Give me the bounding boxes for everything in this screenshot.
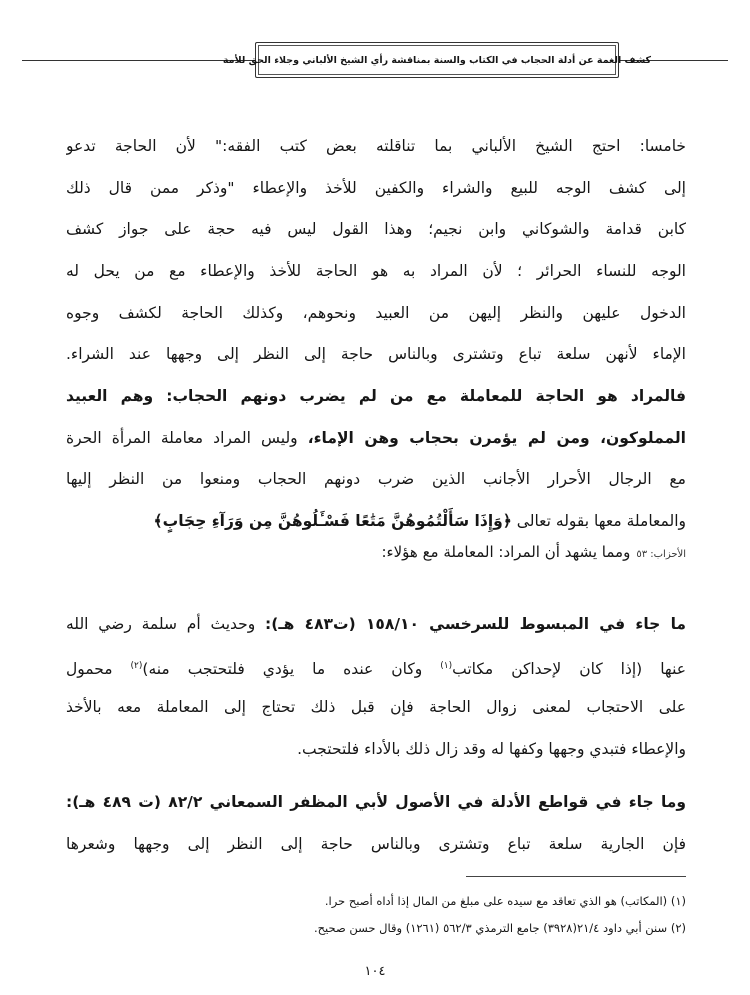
plain-phrase: عنها (إذا كان لإحداكن مكاتب: [452, 659, 686, 678]
quran-verse: ﴿وَإِذَا سَأَلْتُمُوهُنَّ مَتَٰعًا فَسْـَٔلُوهُنَّ مِن وَرَآءِ حِجَابٍ﴾: [153, 512, 512, 531]
text-line: كابن قدامة والشوكاني وابن نجيم؛ وهذا القول ليس فيه حجة على جواز كشف: [66, 220, 686, 239]
text-line: مع الرجال الأحرار الأجانب الذين ضرب دونهم الحجاب ومنعوا من النظر إليها: [66, 470, 686, 489]
bold-line: فالمراد هو الحاجة للمعاملة مع من لم يضرب دونهم الحجاب: وهم العبيد: [66, 387, 686, 405]
bold-phrase: المملوكون، ومن لم يؤمرن بحجاب وهن الإماء،: [307, 428, 686, 447]
footnote-2: (٢) سنن أبي داود ٢١/٤(٣٩٢٨) جامع الترمذي ٥٦٢/٣ (١٢٦١) وقال حسن صحيح.: [313, 921, 686, 935]
plain-phrase: وحديث أم سلمة رضي الله: [66, 615, 266, 633]
mixed-line: [66, 418, 686, 460]
plain-phrase: وليس المراد معاملة المرأة الحرة: [66, 428, 308, 447]
header-title-box: [222, 42, 652, 78]
text-line: خامسا: احتج الشيخ الألباني بما تناقلته بعض كتب الفقه:" لأن الحاجة تدعو: [66, 137, 686, 155]
paragraph-1: [66, 126, 686, 376]
heading-line: [66, 604, 686, 646]
verse-intro: والمعاملة معها بقوله تعالى: [516, 512, 686, 531]
verse-line: [66, 501, 686, 543]
text-line: على الاحتجاب لمعنى زوال الحاجة فإن قبل ذلك تحتاج إلى المعاملة معه بالأخذ: [66, 698, 686, 717]
text-line: الدخول عليهن والنظر إليهن من العبيد ونحوهم، وكذلك الحاجة لكشف وجوه: [66, 303, 686, 322]
text-line: إلى كشف الوجه للبيع والشراء والكفين للأخذ والإعطاء "وذكر ممن قال ذلك: [66, 178, 686, 197]
footnote-ref-1[interactable]: (١): [440, 660, 453, 671]
footnote-1: (١) (المكاتب) هو الذي تعاقد مع سيده على مبلغ من المال إذا أداه أصبح حرا.: [324, 894, 686, 908]
source-heading: وما جاء في قواطع الأدلة في الأصول لأبي المظفر السمعاني ٨٢/٢ (ت ٤٨٩ هـ):: [66, 793, 686, 811]
source-heading: ما جاء في المبسوط للسرخسي ١٥٨/١٠ (ت٤٨٣ هـ):: [265, 615, 686, 633]
citation-text: ومما يشهد أن المراد: المعاملة مع هؤلاء:: [381, 542, 631, 561]
footnoted-line: [66, 646, 686, 688]
text-line: والإعطاء فتبدي وجهها وكفها له وقد زال ذلك بالأداء فلتحتجب.: [297, 740, 686, 759]
paragraph-4: [66, 782, 686, 865]
paragraph-3: [66, 604, 686, 771]
text-line: الإماء لأنهن سلعة تباع وتشترى وبالناس حاجة إلى النظر إلى وجهها عند الشراء.: [66, 345, 686, 364]
footnotes: [140, 888, 686, 942]
text-line: الوجه للنساء الحرائر ؛ لأن المراد به هو الحاجة للأخذ والإعطاء مع من يحل له: [66, 262, 686, 281]
page-number: ١٠٤: [364, 964, 386, 979]
footnote-ref-2[interactable]: (٢): [130, 660, 143, 671]
surah-reference: الأحزاب: ٥٣: [636, 548, 686, 560]
footnote-separator: [466, 876, 686, 877]
paragraph-2: [66, 376, 686, 561]
running-header: [0, 32, 750, 88]
citation-line: [66, 543, 686, 561]
header-title: كشف الغمة عن أدلة الحجاب في الكتاب والسنة بمناقشة رأي الشيخ الألباني وجلاء الحق للأمة: [222, 54, 652, 66]
plain-phrase: وكان عنده ما يؤدي فلتحتجب منه): [142, 659, 441, 678]
plain-phrase: محمول: [66, 659, 131, 678]
text-line: فإن الجارية سلعة تباع وتشترى وبالناس حاجة إلى النظر إلى وجهها وشعرها: [66, 834, 686, 853]
